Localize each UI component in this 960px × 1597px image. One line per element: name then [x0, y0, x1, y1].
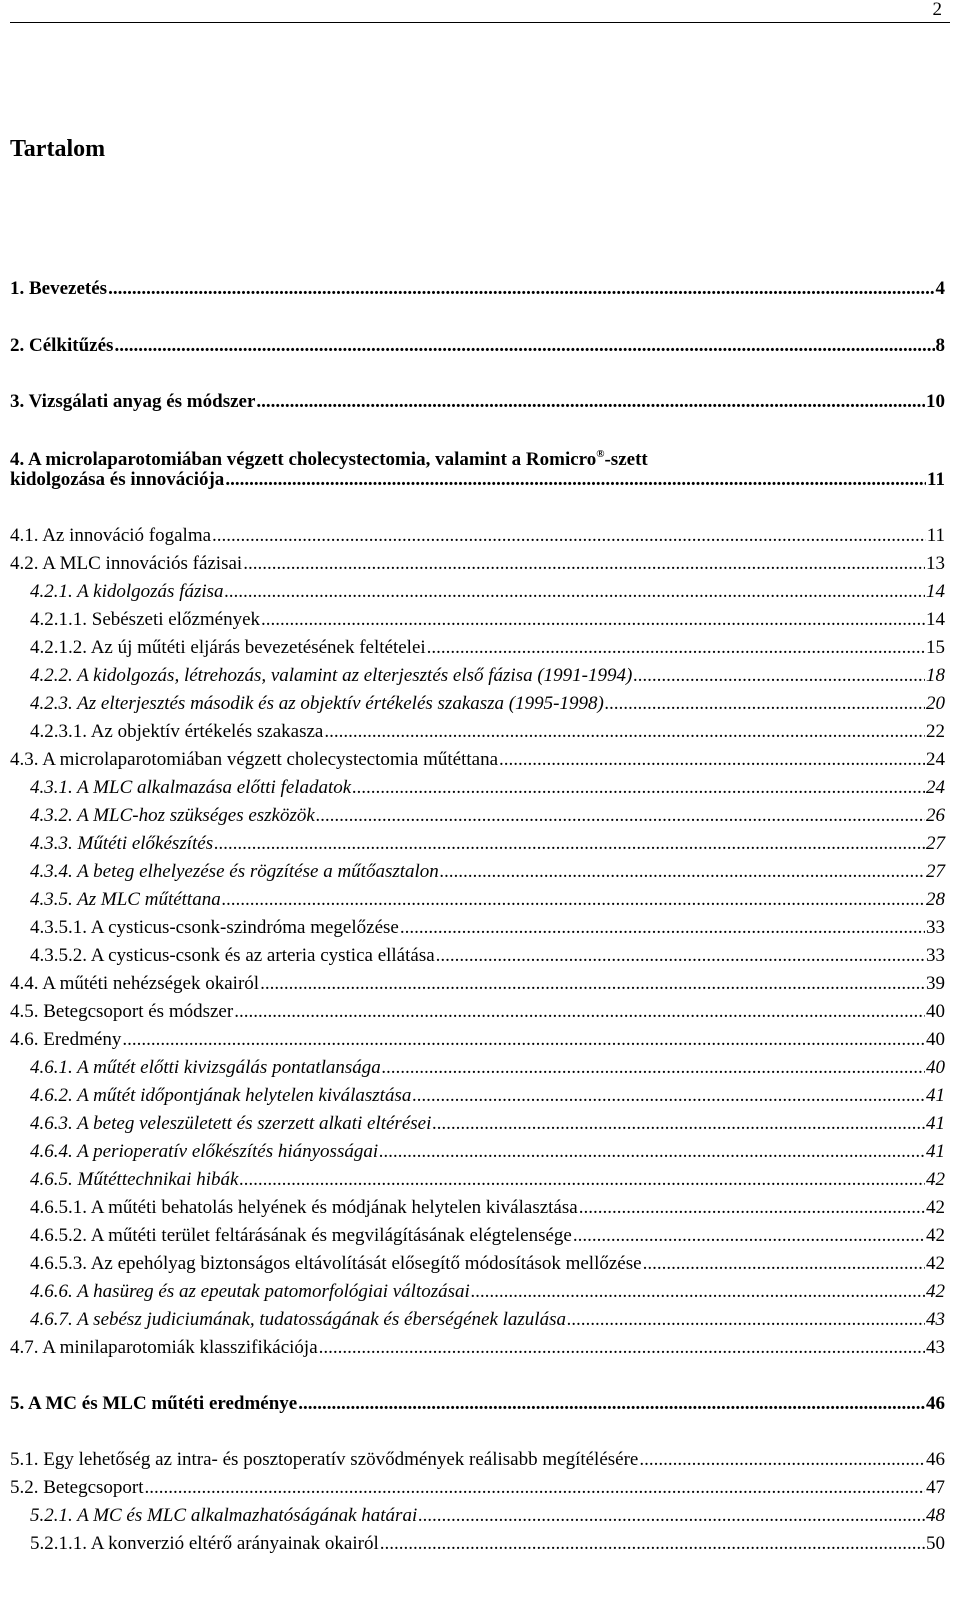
dot-leader [114, 333, 934, 359]
toc-entry-label: 4.4. A műtéti nehézségek okairól [10, 973, 260, 994]
toc-entry-label: 4.6.7. A sebész judiciumának, tudatosságának és éberségének lazulása [30, 1309, 566, 1330]
toc-entry-page: 40 [926, 1029, 945, 1050]
toc-entry-page: 43 [926, 1337, 945, 1358]
toc-entry-label: 4.3. A microlaparotomiában végzett cholecystectomia műtéttana [10, 749, 499, 770]
dot-leader [212, 523, 926, 549]
toc-entry-label: 5.2.1.1. A konverzió eltérő arányainak okairól [30, 1533, 379, 1554]
toc-entry[interactable] [30, 1503, 945, 1529]
dot-leader [222, 887, 925, 913]
dot-leader [432, 1111, 925, 1137]
toc-entry-page: 13 [926, 553, 945, 574]
dot-leader [122, 1027, 925, 1053]
toc-entry-label: 4.2. A MLC innovációs fázisai [10, 553, 243, 574]
toc-entry-page: 39 [926, 973, 945, 994]
toc-entry[interactable] [30, 663, 945, 689]
toc-entry-page: 27 [926, 861, 945, 882]
dot-leader [298, 1391, 925, 1417]
toc-entry-page: 22 [926, 721, 945, 742]
toc-entry-page: 40 [926, 1057, 945, 1078]
dot-leader [145, 1475, 925, 1501]
toc-entry-page: 41 [926, 1085, 945, 1106]
toc-entry[interactable] [10, 1335, 945, 1361]
toc-entry[interactable] [30, 1111, 945, 1137]
dot-leader [234, 999, 925, 1025]
registered-mark: ® [596, 448, 605, 460]
toc-entry-page: 42 [926, 1253, 945, 1274]
toc-entry-label: 4.6.5.3. Az epehólyag biztonságos eltávolítását elősegítő módosítások mellőzése [30, 1253, 642, 1274]
toc-entry[interactable] [30, 803, 945, 829]
toc-entry[interactable] [30, 887, 945, 913]
toc-entry-page: 42 [926, 1281, 945, 1302]
toc-entry-page: 20 [926, 693, 945, 714]
toc-entry[interactable] [30, 915, 945, 941]
toc-title: Tartalom [10, 136, 106, 162]
toc-entry-page: 24 [926, 777, 945, 798]
toc-entry-page: 14 [926, 581, 945, 602]
dot-leader [499, 747, 925, 773]
toc-entry-label: 5. A MC és MLC műtéti eredménye [10, 1393, 298, 1414]
toc-entry[interactable] [30, 1083, 945, 1109]
toc-entry[interactable] [30, 1223, 945, 1249]
toc-entry-page: 28 [926, 889, 945, 910]
toc-entry-label: 4.3.4. A beteg elhelyezése és rögzítése a műtőasztalon [30, 861, 439, 882]
toc-entry-label: 4.6.3. A beteg veleszületett és szerzett alkati eltérései [30, 1113, 432, 1134]
toc-entry-page: 33 [926, 917, 945, 938]
toc-entry[interactable] [10, 1447, 945, 1473]
toc-entry[interactable] [10, 467, 945, 493]
toc-entry-page: 10 [926, 391, 945, 412]
dot-leader [633, 663, 925, 689]
page-number: 2 [932, 0, 942, 20]
dot-leader [379, 1139, 925, 1165]
toc-entry[interactable] [10, 999, 945, 1025]
toc-entry-label: 4.2.1.1. Sebészeti előzmények [30, 609, 261, 630]
dot-leader [579, 1195, 925, 1221]
dot-leader [418, 1503, 925, 1529]
toc-entry-label: kidolgozása és innovációja [10, 469, 225, 490]
toc-entry[interactable] [30, 1055, 945, 1081]
dot-leader [412, 1083, 925, 1109]
toc-entry[interactable] [30, 1139, 945, 1165]
toc-entry[interactable] [10, 1027, 945, 1053]
toc-entry-page: 42 [926, 1169, 945, 1190]
toc-entry-page: 48 [926, 1505, 945, 1526]
toc-entry[interactable] [30, 831, 945, 857]
dot-leader [605, 691, 925, 717]
toc-entry-label-line1[interactable] [10, 441, 648, 470]
dot-leader [352, 775, 925, 801]
toc-entry-label: 4.2.1. A kidolgozás fázisa [30, 581, 224, 602]
toc-entry[interactable] [10, 276, 945, 302]
toc-entry-page: 46 [926, 1393, 945, 1414]
dot-leader [324, 719, 925, 745]
toc-entry-page: 41 [926, 1113, 945, 1134]
toc-entry-label: 4.3.5.2. A cysticus-csonk és az arteria cystica ellátása [30, 945, 435, 966]
toc-entry-page: 14 [926, 609, 945, 630]
toc-entry-label: 1. Bevezetés [10, 278, 108, 299]
toc-entry[interactable] [10, 551, 945, 577]
dot-leader [319, 1335, 925, 1361]
toc-entry-page: 47 [926, 1477, 945, 1498]
toc-entry[interactable] [10, 1475, 945, 1501]
dot-leader [440, 859, 925, 885]
toc-entry-page: 33 [926, 945, 945, 966]
toc-entry-page: 8 [935, 335, 945, 356]
dot-leader [225, 467, 926, 493]
toc-entry-label: 4.2.3. Az elterjesztés második és az objektív értékelés szakasza (1995-1998) [30, 693, 604, 714]
toc-entry-page: 11 [927, 469, 945, 490]
toc-entry-label: 4.2.1.2. Az új műtéti eljárás bevezetésének feltételei [30, 637, 426, 658]
dot-leader [243, 551, 925, 577]
toc-entry-page: 18 [926, 665, 945, 686]
toc-entry-label-part: 4. A microlaparotomiában végzett cholecystectomia, valamint a Romicro [10, 449, 597, 470]
toc-entry-page: 15 [926, 637, 945, 658]
toc-entry-page: 43 [926, 1309, 945, 1330]
toc-entry-label: 4.3.1. A MLC alkalmazása előtti feladatok [30, 777, 352, 798]
toc-entry[interactable] [30, 1251, 945, 1277]
toc-entry-page: 27 [926, 833, 945, 854]
toc-entry-label: 4.6.5. Műtéttechnikai hibák [30, 1169, 239, 1190]
toc-entry-label: 4.6.2. A műtét időpontjának helytelen kiválasztása [30, 1085, 412, 1106]
toc-entry[interactable] [30, 1307, 945, 1333]
toc-entry[interactable] [30, 859, 945, 885]
dot-leader [108, 276, 934, 302]
toc-entry-page: 42 [926, 1225, 945, 1246]
toc-entry[interactable] [30, 1167, 945, 1193]
toc-entry-label: 4.6.1. A műtét előtti kivizsgálás pontatlansága [30, 1057, 381, 1078]
dot-leader [239, 1167, 925, 1193]
toc-entry-page: 24 [926, 749, 945, 770]
toc-entry[interactable] [10, 971, 945, 997]
toc-entry-label: 4.2.2. A kidolgozás, létrehozás, valamint az elterjesztés első fázisa (1991-1994) [30, 665, 633, 686]
toc-entry-label: 4.1. Az innováció fogalma [10, 525, 212, 546]
toc-entry-label: 4.6.5.2. A műtéti terület feltárásának és megvilágításának elégtelensége [30, 1225, 572, 1246]
toc-entry[interactable] [30, 1195, 945, 1221]
dot-leader [214, 831, 925, 857]
toc-entry-page: 50 [926, 1533, 945, 1554]
toc-entry-label: 3. Vizsgálati anyag és módszer [10, 391, 256, 412]
toc-entry[interactable] [10, 1391, 945, 1417]
toc-entry[interactable] [30, 607, 945, 633]
toc-entry-label: 4.6.5.1. A műtéti behatolás helyének és módjának helytelen kiválasztása [30, 1197, 578, 1218]
toc-entry[interactable] [30, 1531, 945, 1557]
dot-leader [256, 389, 925, 415]
dot-leader [380, 1531, 925, 1557]
toc-entry[interactable] [30, 775, 945, 801]
toc-entry-label: 4.6.6. A hasüreg és az epeutak patomorfológiai változásai [30, 1281, 470, 1302]
toc-entry-label: 4.3.5.1. A cysticus-csonk-szindróma megelőzése [30, 917, 399, 938]
toc-entry-label: 4.6. Eredmény [10, 1029, 122, 1050]
dot-leader [260, 971, 925, 997]
dot-leader [427, 635, 925, 661]
toc-entry-page: 42 [926, 1197, 945, 1218]
toc-entry-page: 40 [926, 1001, 945, 1022]
dot-leader [316, 803, 925, 829]
toc-entry-label: 5.2. Betegcsoport [10, 1477, 144, 1498]
toc-entry[interactable] [10, 747, 945, 773]
dot-leader [643, 1251, 925, 1277]
dot-leader [567, 1307, 925, 1333]
toc-entry[interactable] [30, 691, 945, 717]
toc-entry[interactable] [30, 635, 945, 661]
dot-leader [225, 579, 925, 605]
toc-entry[interactable] [30, 719, 945, 745]
toc-entry[interactable] [30, 1279, 945, 1305]
dot-leader [400, 915, 925, 941]
toc-entry[interactable] [30, 579, 945, 605]
toc-entry[interactable] [30, 943, 945, 969]
toc-entry[interactable] [10, 333, 945, 359]
toc-entry[interactable] [10, 523, 945, 549]
dot-leader [639, 1447, 925, 1473]
dot-leader [436, 943, 925, 969]
toc-entry[interactable] [10, 389, 945, 415]
toc-entry-label: 4.3.5. Az MLC műtéttana [30, 889, 221, 910]
dot-leader [382, 1055, 925, 1081]
toc-entry-label: 4.6.4. A perioperatív előkészítés hiányosságai [30, 1141, 379, 1162]
toc-entry-page: 46 [926, 1449, 945, 1470]
toc-entry-label: 4.5. Betegcsoport és módszer [10, 1001, 234, 1022]
toc-entry-label: 4.2.3.1. Az objektív értékelés szakasza [30, 721, 324, 742]
toc-entry-page: 4 [935, 278, 945, 299]
toc-entry-page: 11 [926, 525, 945, 546]
toc-entry-label: 4.3.2. A MLC-hoz szükséges eszközök [30, 805, 315, 826]
toc-entry-label: 2. Célkitűzés [10, 335, 114, 356]
toc-entry-page: 26 [926, 805, 945, 826]
dot-leader [261, 607, 925, 633]
dot-leader [573, 1223, 925, 1249]
toc-entry-label: 5.1. Egy lehetőség az intra- és posztoperatív szövődmények reálisabb megítélésére [10, 1449, 639, 1470]
toc-entry-label: 5.2.1. A MC és MLC alkalmazhatóságának határai [30, 1505, 418, 1526]
toc-entry-label-part: -szett [604, 449, 648, 470]
toc-entry-label: 4.3.3. Műtéti előkészítés [30, 833, 214, 854]
dot-leader [471, 1279, 925, 1305]
toc-entry-label: 4.7. A minilaparotomiák klasszifikációja [10, 1337, 318, 1358]
toc-entry-page: 41 [926, 1141, 945, 1162]
